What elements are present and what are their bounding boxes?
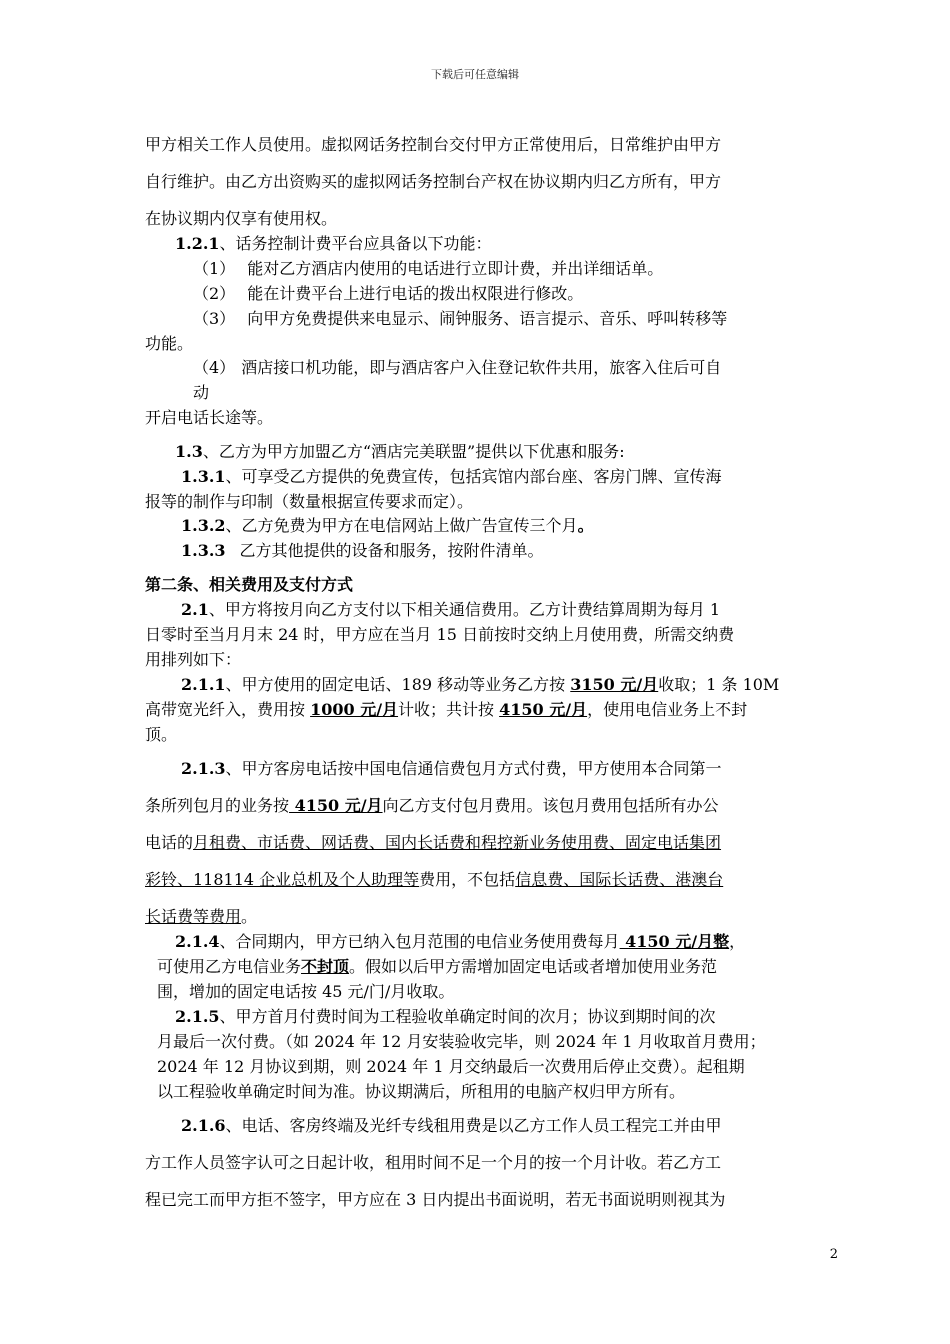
clause-text: 计收；共计按	[398, 700, 500, 719]
clause-number: 1.3.1	[181, 467, 226, 486]
list-marker: （1）	[193, 259, 236, 278]
page-number: 2	[829, 1247, 838, 1262]
clause-text: 、乙方为甲方加盟乙方“酒店完美联盟”提供以下优惠和服务:	[202, 442, 625, 461]
list-item-text: 酒店接口机功能，即与酒店客户入住登记软件共用，旅客入住后可自	[241, 358, 722, 377]
paragraph-line: 功能。	[145, 334, 194, 353]
paragraph-line: 月最后一次付费。（如 2024 年 12 月安装验收完毕，则 2024 年 1 月收取首月费用；	[157, 1032, 766, 1051]
clause-text: 。假如以后甲方需增加固定电话或者增加使用业务范	[349, 957, 718, 976]
clause-number: 2.1.6	[181, 1116, 226, 1135]
clause-2-1-3	[181, 759, 722, 779]
paragraph-line: 日零时至当月月末 24 时，甲方应在当月 15 日前按时交纳上月使用费，所需交纳费	[145, 625, 735, 644]
clause-text: 、话务控制计费平台应具备以下功能：	[219, 234, 492, 253]
paragraph-line	[157, 957, 717, 977]
clause-number: 2.1.5	[175, 1007, 220, 1026]
paragraph-line: 以工程验收单确定时间为准。协议期满后，所租用的电脑产权归甲方所有。	[157, 1082, 686, 1101]
list-item-3	[193, 309, 727, 329]
clause-text: 、甲方将按月向乙方支付以下相关通信费用。乙方计费结算周期为每月 1	[208, 600, 721, 619]
list-item-text: 能在计费平台上进行电话的拨出权限进行修改。	[247, 284, 584, 303]
underlined-text: 信息费、国际长话费、港澳台	[515, 870, 724, 889]
paragraph-line: 2024 年 12 月协议到期，则 2024 年 1 月交纳最后一次费用后停止交费）。起租期	[157, 1057, 745, 1076]
clause-1-2-1	[175, 234, 492, 254]
clause-text: 电话的	[145, 833, 194, 852]
paragraph-line	[145, 870, 723, 890]
list-marker: （4）	[193, 358, 236, 377]
paragraph-line: 开启电话长途等。	[145, 408, 274, 427]
clause-text: ，使用电信业务上不封	[587, 700, 748, 719]
underlined-text: 彩铃、118114 企业总机及个人助理等	[145, 870, 420, 889]
paragraph-line: 程已完工而甲方拒不签字，甲方应在 3 日内提出书面说明，若无书面说明则视其为	[145, 1190, 726, 1209]
clause-1-3-3	[181, 541, 544, 561]
clause-text: 收取；1 条 10M	[658, 675, 780, 694]
paragraph-line	[145, 907, 257, 927]
paragraph-line: 用排列如下：	[145, 650, 242, 669]
paragraph-line	[145, 700, 747, 720]
clause-number: 2.1.4	[175, 932, 220, 951]
clause-text: 、甲方客房电话按中国电信通信费包月方式付费，甲方使用本合同第一	[225, 759, 722, 778]
list-item-2	[193, 284, 583, 304]
page-header: 下载后可任意编辑	[431, 68, 519, 81]
paragraph-line: 顶。	[145, 725, 178, 744]
clause-text: ，	[729, 932, 746, 951]
fee-amount: 4150 元/月	[289, 796, 383, 815]
list-item-4	[193, 358, 721, 378]
clause-text: 费用，不包括	[419, 870, 516, 889]
paragraph-line: 甲方相关工作人员使用。虚拟网话务控制台交付甲方正常使用后，日常维护由甲方	[145, 135, 722, 154]
clause-2-1-6	[181, 1116, 722, 1136]
underlined-text: 月租费、市话费、网话费、国内长话费和程控新业务使用费、固定电话集团	[193, 833, 722, 852]
clause-number: 1.2.1	[175, 234, 220, 253]
clause-1-3	[175, 442, 625, 462]
clause-2-1	[181, 600, 720, 620]
fee-amount: 4150 元/月	[499, 700, 588, 719]
paragraph-line	[145, 833, 721, 853]
fee-amount: 3150 元/月	[570, 675, 659, 694]
clause-text: 、甲方使用的固定电话、189 移动等业务乙方按	[225, 675, 571, 694]
list-item-text: 向甲方免费提供来电显示、闹钟服务、语言提示、音乐、呼叫转移等	[247, 309, 728, 328]
emphasis-text: 不封顶	[301, 957, 350, 976]
clause-number: 1.3	[175, 442, 203, 461]
clause-text: 、可享受乙方提供的免费宣传，包括宾馆内部台座、客房门牌、宣传海	[225, 467, 722, 486]
clause-text: 、乙方免费为甲方在电信网站上做广告宣传三个月	[225, 516, 578, 535]
clause-text: 高带宽光纤入，费用按	[145, 700, 311, 719]
clause-text: 条所列包月的业务按	[145, 796, 290, 815]
paragraph-line: 方工作人员签字认可之日起计收，租用时间不足一个月的按一个月计收。若乙方工	[145, 1153, 722, 1172]
clause-number: 2.1.1	[181, 675, 226, 694]
clause-number: 2.1	[181, 600, 209, 619]
paragraph-line: 报等的制作与印制（数量根据宣传要求而定）。	[145, 492, 474, 511]
clause-text: 。	[241, 907, 258, 926]
fee-amount: 4150 元/月整	[619, 932, 730, 951]
clause-text: 。	[577, 516, 594, 535]
clause-1-3-1	[181, 467, 722, 487]
clause-number: 1.3.3	[181, 541, 226, 560]
clause-text: 、电话、客房终端及光纤专线租用费是以乙方工作人员工程完工并由甲	[225, 1116, 722, 1135]
clause-2-1-5	[175, 1007, 716, 1027]
clause-2-1-1	[181, 675, 779, 695]
paragraph-line: 自行维护。由乙方出资购买的虚拟网话务控制台产权在协议期内归乙方所有，甲方	[145, 172, 722, 191]
paragraph-line: 动	[193, 383, 210, 402]
clause-text: 向乙方支付包月费用。该包月费用包括所有办公	[382, 796, 719, 815]
list-marker: （3）	[193, 309, 236, 328]
underlined-text: 长话费等费用	[145, 907, 242, 926]
list-item-1	[193, 259, 663, 279]
clause-1-3-2	[181, 516, 594, 536]
list-marker: （2）	[193, 284, 236, 303]
clause-number: 1.3.2	[181, 516, 226, 535]
fee-amount: 1000 元/月	[310, 700, 399, 719]
clause-text: 可使用乙方电信业务	[157, 957, 302, 976]
clause-text: 、甲方首月付费时间为工程验收单确定时间的次月；协议到期时间的次	[219, 1007, 716, 1026]
clause-text: 、合同期内，甲方已纳入包月范围的电信业务使用费每月	[219, 932, 620, 951]
clause-text: 乙方其他提供的设备和服务，按附件清单。	[239, 541, 544, 560]
paragraph-line: 在协议期内仅享有使用权。	[145, 209, 338, 228]
paragraph-line: 围，增加的固定电话按 45 元/门/月收取。	[157, 982, 455, 1001]
article-heading: 第二条、相关费用及支付方式	[145, 575, 354, 594]
clause-2-1-4	[175, 932, 745, 952]
paragraph-line	[145, 796, 719, 816]
list-item-text: 能对乙方酒店内使用的电话进行立即计费，并出详细话单。	[247, 259, 664, 278]
clause-number: 2.1.3	[181, 759, 226, 778]
